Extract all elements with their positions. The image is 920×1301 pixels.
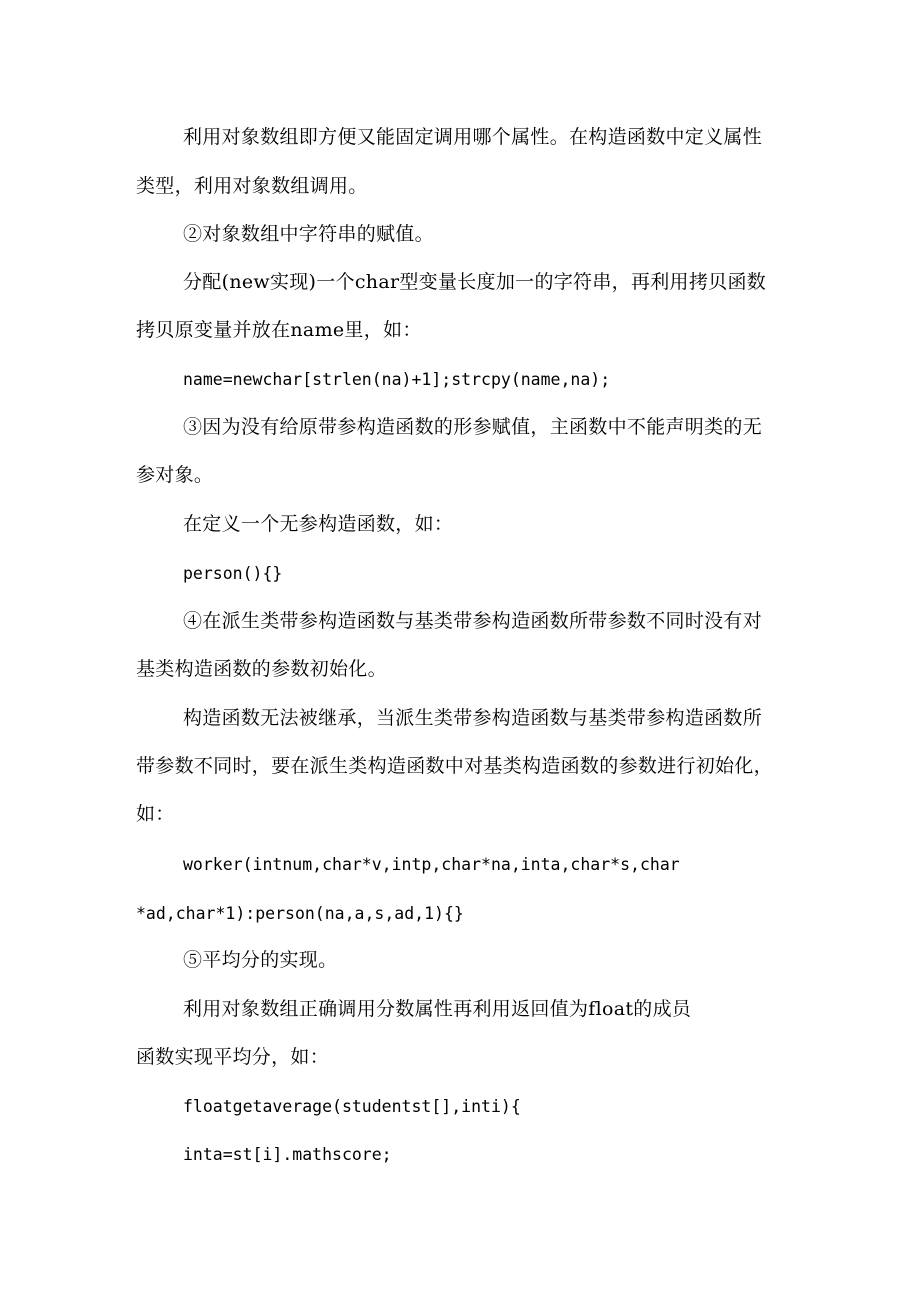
section-heading: ②对象数组中字符串的赋值。 — [183, 223, 434, 245]
section-heading: 基类构造函数的参数初始化。 — [136, 658, 387, 680]
code-line: inta=st[i].mathscore; — [183, 1145, 392, 1164]
section-heading: 参对象。 — [136, 464, 214, 486]
paragraph-line: 分配(new实现)一个char型变量长度加一的字符串，再利用拷贝函数 — [183, 271, 767, 293]
paragraph-line: 在定义一个无参构造函数，如： — [183, 513, 454, 535]
code-line: *ad,char*1):person(na,a,s,ad,1){} — [136, 904, 464, 923]
paragraph-line: 带参数不同时，要在派生类构造函数中对基类构造函数的参数进行初始化， — [136, 755, 773, 777]
paragraph-line: 构造函数无法被继承，当派生类带参构造函数与基类带参构造函数所 — [183, 707, 763, 729]
paragraph-line: 函数实现平均分，如： — [136, 1046, 330, 1068]
section-heading: ③因为没有给原带参构造函数的形参赋值，主函数中不能声明类的无 — [183, 416, 763, 438]
section-heading: ⑤平均分的实现。 — [183, 949, 338, 971]
section-heading: ④在派生类带参构造函数与基类带参构造函数所带参数不同时没有对 — [183, 610, 763, 632]
code-line: person(){} — [183, 564, 283, 583]
paragraph-line: 利用对象数组正确调用分数属性再利用返回值为float的成员 — [183, 998, 692, 1020]
paragraph-line: 拷贝原变量并放在name里，如： — [136, 319, 422, 341]
code-line: floatgetaverage(studentst[],inti){ — [183, 1097, 521, 1116]
code-line: worker(intnum,char*v,intp,char*na,inta,char*s,char — [183, 855, 680, 874]
paragraph-line: 类型，利用对象数组调用。 — [136, 175, 368, 197]
code-line: name=newchar[strlen(na)+1];strcpy(name,na); — [183, 370, 611, 389]
paragraph-line: 利用对象数组即方便又能固定调用哪个属性。在构造函数中定义属性 — [183, 126, 763, 148]
paragraph-line: 如： — [136, 803, 175, 825]
